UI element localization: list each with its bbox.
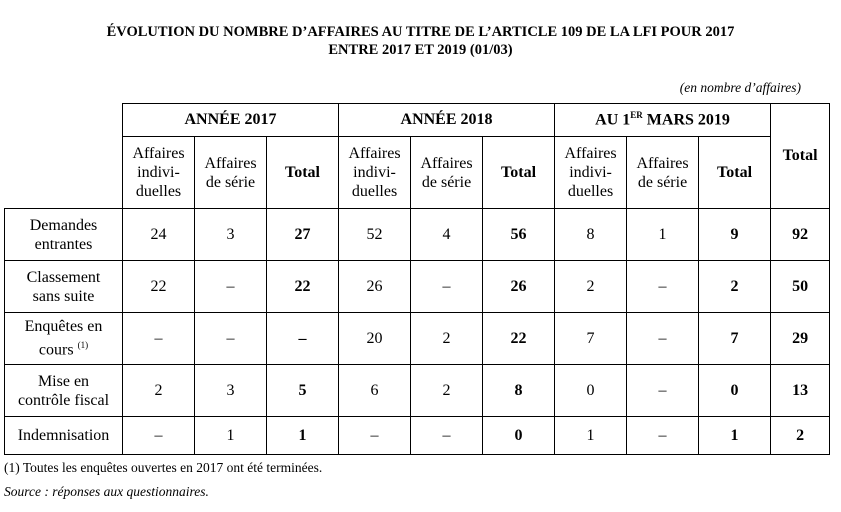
cell: 8 — [555, 209, 627, 261]
data-table — [4, 103, 830, 455]
table-row — [5, 313, 830, 365]
cell: – — [411, 417, 483, 455]
cell-total: 27 — [267, 209, 339, 261]
cell-grand-total: 29 — [771, 313, 830, 365]
cell: 6 — [339, 365, 411, 417]
cell: 1 — [627, 209, 699, 261]
cell: 1 — [195, 417, 267, 455]
cell-total: 5 — [267, 365, 339, 417]
table-row — [5, 209, 830, 261]
cell: 2 — [123, 365, 195, 417]
cell-grand-total: 13 — [771, 365, 830, 417]
cell-grand-total: 92 — [771, 209, 830, 261]
cell-grand-total: 50 — [771, 261, 830, 313]
unit-note: (en nombre d’affaires) — [679, 80, 801, 95]
row-label: Demandes entrantes — [5, 209, 123, 261]
table-row — [5, 261, 830, 313]
header-year-2019 — [555, 104, 771, 137]
cell: – — [411, 261, 483, 313]
row-label: Indemnisation — [5, 417, 123, 455]
cell-total: – — [267, 313, 339, 365]
cell-total: 2 — [699, 261, 771, 313]
header-year-2019-pre: AU 1 — [595, 111, 631, 129]
cell: – — [123, 417, 195, 455]
row-label: Enquêtes en cours $^{(1)}$ — [5, 313, 123, 365]
header-year-2017: ANNÉE 2017 — [123, 104, 339, 137]
cell: – — [627, 365, 699, 417]
row-label: Classement sans suite — [5, 261, 123, 313]
cell: 20 — [339, 313, 411, 365]
table-title — [0, 23, 841, 59]
footnote: (1) Toutes les enquêtes ouvertes en 2017 ont été terminées. — [4, 460, 323, 475]
cell-total: 56 — [483, 209, 555, 261]
cell: – — [123, 313, 195, 365]
cell: 52 — [339, 209, 411, 261]
cell: – — [195, 313, 267, 365]
row-label: Mise en contrôle fiscal — [5, 365, 123, 417]
cell-total: 9 — [699, 209, 771, 261]
cell: – — [627, 313, 699, 365]
cell: 2 — [555, 261, 627, 313]
cell: 0 — [555, 365, 627, 417]
cell: 2 — [411, 365, 483, 417]
header-row-subcolumns — [5, 137, 830, 209]
cell-total: 0 — [483, 417, 555, 455]
cell: 3 — [195, 365, 267, 417]
cell: 26 — [339, 261, 411, 313]
header-year-2019-sup: ER — [630, 110, 643, 121]
cell-total: 0 — [699, 365, 771, 417]
cell: 4 — [411, 209, 483, 261]
cell: 2 — [411, 313, 483, 365]
cell: – — [627, 261, 699, 313]
table-row — [5, 365, 830, 417]
cell: 3 — [195, 209, 267, 261]
subheader-serie: Affaires de série — [411, 137, 483, 209]
cell-total: 22 — [483, 313, 555, 365]
subheader-serie: Affaires de série — [195, 137, 267, 209]
cell-total: 26 — [483, 261, 555, 313]
subheader-indiv: Affaires indivi- duelles — [123, 137, 195, 209]
cell: 7 — [555, 313, 627, 365]
cell-total: 22 — [267, 261, 339, 313]
table-title-line1: ÉVOLUTION DU NOMBRE D’AFFAIRES AU TITRE DE L’ARTICLE 109 DE LA LFI POUR 2017 — [106, 24, 735, 40]
subheader-serie: Affaires de série — [627, 137, 699, 209]
header-year-2019-post: MARS 2019 — [642, 111, 730, 129]
cell: – — [195, 261, 267, 313]
cell-total: 8 — [483, 365, 555, 417]
header-grand-total: Total — [771, 104, 830, 209]
header-row-years — [5, 104, 830, 137]
subheader-total: Total — [267, 137, 339, 209]
subheader-indiv: Affaires indivi- duelles — [339, 137, 411, 209]
cell-total: 1 — [267, 417, 339, 455]
cell-total: 7 — [699, 313, 771, 365]
cell-grand-total: 2 — [771, 417, 830, 455]
cell: – — [339, 417, 411, 455]
footnote-ref: (1) — [77, 340, 89, 351]
subheader-total: Total — [699, 137, 771, 209]
source-note: Source : réponses aux questionnaires. — [4, 484, 209, 499]
cell: 1 — [555, 417, 627, 455]
subheader-total: Total — [483, 137, 555, 209]
table-title-line2: ENTRE 2017 ET 2019 (01/03) — [328, 42, 513, 58]
header-year-2018: ANNÉE 2018 — [339, 104, 555, 137]
cell: – — [627, 417, 699, 455]
subheader-indiv: Affaires indivi- duelles — [555, 137, 627, 209]
table-row — [5, 417, 830, 455]
corner-cell — [5, 104, 123, 209]
cell-total: 1 — [699, 417, 771, 455]
cell: 24 — [123, 209, 195, 261]
cell: 22 — [123, 261, 195, 313]
